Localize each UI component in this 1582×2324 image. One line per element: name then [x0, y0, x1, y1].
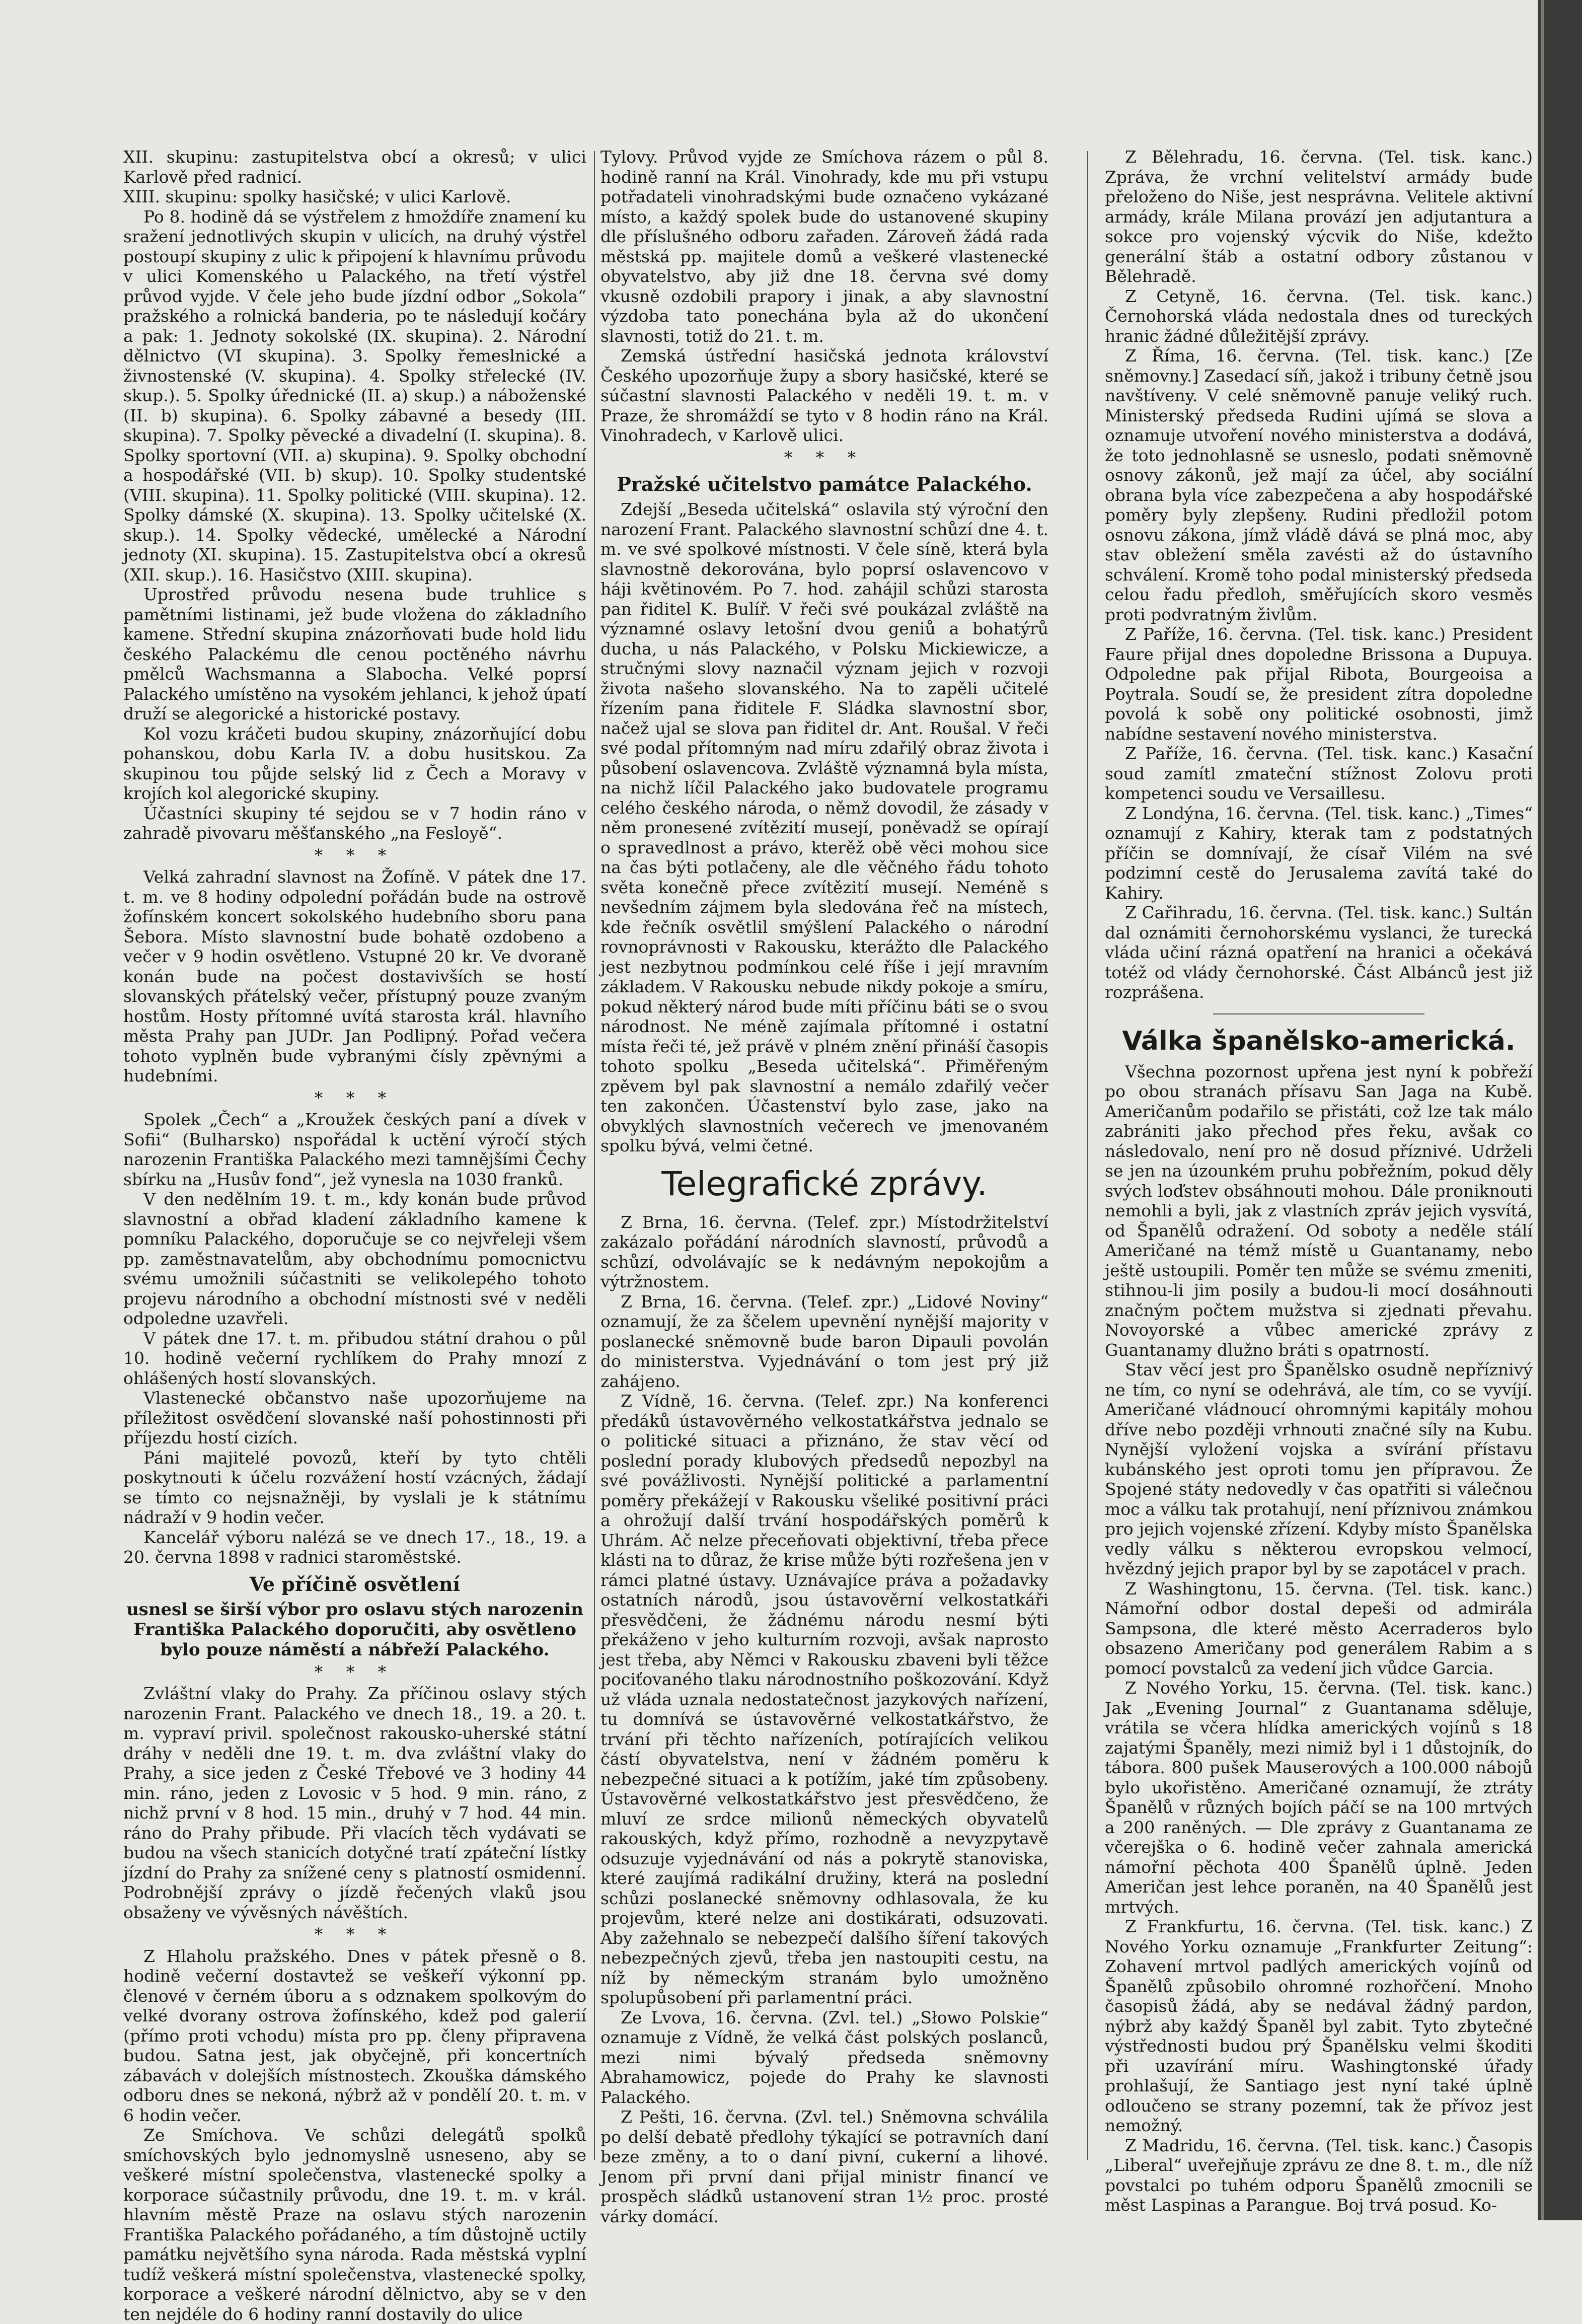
page-edge-stripe [1541, 0, 1544, 2220]
section-subheading: usnesl se širší výbor pro oslavu stých narozenin Františka Palackého doporučiti, aby osvětleno bylo pouze náměstí a nábřeží Palackého. [126, 1599, 584, 1660]
telegraph-news-heading: Telegrafické zprávy. [661, 1164, 988, 1203]
article-paragraph: Spolek „Čech“ a „Kroužek českých paní a dívek v Sofii“ (Bulharsko) nspořádal k uctění výročí stých narozenin Františka Palackého mezi tamnějšími Čechy sbírku na „Husův fond“, jež vynesla na 1030 franků. [123, 1110, 586, 1189]
article-paragraph: Vlastenecké občanstvo naše upozorňujeme na příležitost osvědčení slovanské naší pohostinnosti při příjezdu hostí cizích. [123, 1388, 586, 1447]
article-paragraph: Z Vídně, 16. června. (Telef. zpr.) Na konferenci předáků ústavověrného velkostatkářstva jednalo se o politické situaci a přiznáno, že stav věcí od poslední porady klubových předsedů nepozbyl na své povážlivosti. Nynější politické a parlamentní poměry překážejí v Rakousku všeliké positivní práci a ohrožují další trvání hospodářských poměrů k Uhrám. Ač nelze přeceňovati objektivní, třeba přece klásti na to důraz, že krise může býti rozřešena jen v rámci platné ústavy. Uznávajíce práva a požadavky ostatních národů, jsou ústavověrní velkostatkáři přesvědčeni, že žádnému národu nesmí býti překáženo v jeho kulturním rozvoji, avšak naprosto jest třeba, aby Němci v Rakousku zbaveni byli těžce pociťovaného tlaku národnostního poškozování. Když už vláda uznala nedostatečnost jazykových nařízení, tu domnívá se ústavověrné velkostatkářstvo, že trvání při těchto nařízeních, potírajících velikou částí obyvatelstva, není v žádném poměru k nebezpečné situaci a k potížím, jaké tím způsobeny. Ústavověrné velkostatkářstvo jest přesvědčeno, že mluví ze srdce milionů německých obyvatelů rakouských, když přímo, rozhodně a nevyzpytavě odsuzuje vyjednávání od nás a pokrytě stanoviska, které zaujímá radikální družiny, která na poslední schůzi poslanecké sněmovny odhlasovala, že ku projevům, které nelze ani dostikárati, odsuzovati. Aby zažehnalo se nebezpečí dalšího šíření takových nebezpečných zjevů, třeba jen nastoupiti cestu, na níž by německým stranám bylo umožněno spolupůsobení při parlamentní práci. [600, 1391, 1048, 2007]
article-paragraph: Tylovy. Průvod vyjde ze Smíchova rázem o půl 8. hodině ranní na Král. Vinohrady, kde mu při vstupu potřadateli vinohradskými bude označeno vykázané místo, a každý spolek bude do ustanovené skupiny dle příslušného odboru zařaden. Zároveň žádá rada městská pp. majitele domů a veškeré vlastenecké obyvatelstvo, aby již dne 18. června své domy vkusně ozdobili prapory i jinak, a aby slavnostní výzdoba tato ponechána byla až do ukončení slavnosti, totiž do 21. t. m. [600, 147, 1048, 346]
article-paragraph: Ze Lvova, 16. června. (Zvl. tel.) „Słowo Polskie“ oznamuje z Vídně, že velká část polských poslanců, mezi nimi bývalý předseda sněmovny Abrahamowicz, pojede do Prahy ke slavnosti Palackého. [600, 2007, 1048, 2107]
article-paragraph: Stav věcí jest pro Španělsko osudně nepříznivý ne tím, co nyní se odehrává, ale tím, co se vyvíjí. Američané vládnoucí ohromnými kapitály mohou dříve nebo později vrhnouti značné síly na Kubu. Nynější vyložení vojska a svírání přístavu kubánského jest oproti tomu jen přípravou. Že Spojené státy nedovedly v čas opatřiti si válečnou moc a válku tak protahují, není příznivou známkou pro jejich vojenské zřízení. Kdyby místo Španělska vedly válku s některou evropskou velmocí, hvězdný jejich prapor byl by se zapotácel v prach. [1105, 1360, 1533, 1578]
article-paragraph: V den nedělním 19. t. m., kdy konán bude průvod slavnostní a obřad kladení základního kamene k pomníku Palackého, doporučuje se co nejvřeleji všem pp. zaměstnavatelům, aby obchodnímu pomocnictvu svému umožnili súčastniti se velikolepého tohoto projevu národního a obchodní místnosti své v neděli odpoledne uzavřeli. [123, 1189, 586, 1328]
article-paragraph: Kancelář výboru nalézá se ve dnech 17., 18., 19. a 20. června 1898 v radnici staroměstské. [123, 1527, 586, 1567]
article-paragraph: Z Madridu, 16. června. (Tel. tisk. kanc.) Časopis „Liberal“ uveřejňuje zprávu ze dne 8. t. m., dle níž povstalci po tuhém odporu Španělů zmocnili se měst Laspinas a Parangue. Boj trvá posud. Ko- [1105, 2135, 1533, 2215]
article-paragraph: XII. skupinu: zastupitelstva obcí a okresů; v ulici Karlově před radnicí. [123, 147, 586, 187]
article-paragraph: Z Washingtonu, 15. června. (Tel. tisk. kanc.) Námořní odbor dostal depeši od admirála Sampsona, dle které město Acerraderos bylo obsazeno Američany pod generálem Rabim a s pomocí povstalců za vedení jich vůdce Garcia. [1105, 1578, 1533, 1678]
section-heading: Pražské učitelstvo památce Palackého. [617, 473, 1032, 495]
column-rule-2 [1087, 151, 1088, 2160]
article-paragraph: Ze Smíchova. Ve schůzi delegátů spolků smíchovských bylo jednomyslně usneseno, aby se veškeré místní společenstva, vlastenecké spolky a korporace súčastnily průvodu, dne 19. t. m. v král. hlavním městě Praze na oslavu stých narozenin Františka Palackého pořádaného, a tím důstojně uctily památku největšího syna národa. Rada městská vyplní tudíž veškerá místní společenstva, vlastenecké spolky, korporace a veškeré národní dělnictvo, aby se v den ten nejdéle do 6 hodiny ranní dostavily do ulice [123, 2125, 586, 2324]
article-paragraph: Z Hlaholu pražského. Dnes v pátek přesně o 8. hodině večerní dostavtež se veškeří výkonní pp. členové v černém úboru a s odznakem spolkovým do velké dvorany ostrova žofínského, kdež pod galerií (přímo proti vchodu) místa pro pp. členy připravena budou. Satna jest, jak obyčejně, při koncertních zábavách v dolejších místnostech. Zkouška dámského odboru dnes se nekoná, nýbrž až v pondělí 20. t. m. v 6 hodin večer. [123, 1946, 586, 2125]
article-paragraph: Velká zahradní slavnost na Žofíně. V pátek dne 17. t. m. ve 8 hodiny odpolední pořádán bude na ostrově žofínském koncert sokolského hudebního sboru pana Šebora. Místo slavnostní bude bohatě ozdobeno a večer v 9 hodin osvětleno. Vstupné 20 kr. Ve dvoraně konán bude na počest dostavivších se hostí slovanských přátelský večer, přístupný pouze zvaným hostům. Hosty přítomné uvítá starosta král. hlavního města Prahy pan JUDr. Jan Podlipný. Pořad večera tohoto vyplněn bude vybranými čísly zpěvnými a hudebními. [123, 867, 586, 1085]
article-paragraph: Všechna pozornost upřena jest nyní k pobřeží po obou stranách přísavu San Jaga na Kubě. Američanům podařilo se přistáti, což lze tak málo zabrániti jako přechod přes řeku, avšak co následovalo, není pro ně dosud příznivé. Udrželi se jen na úzounkém pruhu pobřežním, pokud děly svých loďstev obsáhnouti mohou. Dále proniknouti nemohli a byli, jak z vlastních zpráv jejich vysvítá, od Španělů odražení. Od soboty a neděle stálí Američané na témž místě u Guantanamy, nebo ještě ustoupili. Poměr ten může se svému zmeniti, stihnou-li jim posily a budou-li mocí dosáhnouti značným počtem mužstva si zjednati převahu. Novoyorské a vůbec americké zprávy z Guantanamy dlužno bráti s opatrností. [1105, 1061, 1533, 1360]
article-paragraph: Kol vozu kráčeti budou skupiny, znázorňující dobu pohanskou, dobu Karla IV. a dobu husitskou. Za skupinou tou půjde selský lid z Čech a Moravy v krojích kol alegorické skupiny. [123, 723, 586, 803]
page-edge-dark-border [1538, 0, 1582, 2220]
article-paragraph: Z Říma, 16. června. (Tel. tisk. kanc.) [Ze sněmovny.] Zasedací síň, jakož i tribuny četně jsou navštíveny. V celé sněmovně panuje veliký ruch. Ministerský předseda Rudini ujímá se slova a oznamuje utvoření nového ministerstva a dodává, že toto jednohlasně se usneslo, podati sněmovně osnovy zákonů, jež mají za účel, aby sociální obrana byla více zabezpečena a aby hospodářské poměry byly zlepšeny. Rudini předložil potom osnovu zákona, jímž vládě dává se plná moc, aby stav obležení směla zavésti až do ústavního schválení. Kromě toho podal ministerský předseda celou řadu předloh, směřujících skoro vesměs proti podvratným živlům. [1105, 346, 1533, 624]
article-paragraph: Z Nového Yorku, 15. června. (Tel. tisk. kanc.) Jak „Evening Journal“ z Guantanama sděluje, vrátila se včera hlídka amerických vojínů s 18 zajatými Španěly, mezi nimiž byl i 1 důstojník, do tábora. 800 pušek Mauserových a 100.000 nábojů bylo ukořistěno. Američané oznamují, že ztráty Španělů v různých bojích páčí se na 100 mrtvých a 200 raněných. — Dle zprávy z Guantanama ze včerejška o 6. hodině večer zahnala americká námořní pěchota 400 Španělů úplně. Jeden Američan jest lehce poraněn, na 40 Španělů jest mrtvých. [1105, 1678, 1533, 1917]
article-paragraph: Z Brna, 16. června. (Telef. zpr.) „Lidové Noviny“ oznamují, že za ščelem upevnění nynější majority v poslanecké sněmovně bude baron Dipauli povolán do ministerstva. Vyjednávání o tom jest prý již zahájeno. [600, 1291, 1048, 1391]
article-paragraph: Z Cařihradu, 16. června. (Tel. tisk. kanc.) Sultán dal oznámiti černohorskému vyslanci, že turecká vláda učiní rázná opatření na hranici a očekává totéž od vlády černohorské. Část Albánců jest již rozprášena. [1105, 903, 1533, 1002]
article-paragraph: V pátek dne 17. t. m. přibudou státní drahou o půl 10. hodině večerní rychlíkem do Prahy mnozí z ohlášených hostí slovanských. [123, 1328, 586, 1388]
column-2 [600, 147, 1048, 2226]
column-3 [1105, 147, 1533, 2215]
section-divider-stars: * * * [784, 447, 865, 467]
section-heading: Ve příčině osvětlení [249, 1572, 461, 1595]
article-paragraph: Zemská ústřední hasičská jednota království Českého upozorňuje župy a sbory hasičské, které se súčastní slavnosti Palackého v neděli 19. t. m. v Praze, že shromáždí se tyto v 8 hodin ráno na Král. Vinohradech, v Karlově ulici. [600, 346, 1048, 445]
column-rule-1 [594, 151, 595, 2160]
section-divider-stars: * * * [314, 1087, 396, 1108]
section-divider-stars: * * * [314, 1924, 396, 1944]
article-paragraph: Účastníci skupiny té sejdou se v 7 hodin ráno v zahradě pivovaru měšťanského „na Fesloyě“. [123, 803, 586, 843]
article-paragraph: XIII. skupinu: spolky hasičské; v ulici Karlově. [123, 187, 511, 206]
section-divider-stars: * * * [314, 845, 396, 865]
article-paragraph: Páni majitelé povozů, kteří by tyto chtěli poskytnouti k účelu rozvážení hostí vzácných, žádají se tímto co nejsnažněji, by vyslali je k státnímu nádraží v 9 hodin večer. [123, 1447, 586, 1527]
article-paragraph: Z Paříže, 16. června. (Tel. tisk. kanc.) President Faure přijal dnes dopoledne Brissona a Dupuya. Odpoledne pak přijal Ribota, Bourgeoisa a Poytrala. Soudí se, že president zítra dopoledne povolá k sobě ony politické osobnosti, jimž nabídne sestavení nového ministerstva. [1105, 624, 1533, 744]
column-1 [123, 147, 586, 2324]
article-paragraph: Z Paříže, 16. června. (Tel. tisk. kanc.) Kasační soud zamítl zmateční stížnost Zolovu proti kompetenci soudu ve Versaillesu. [1105, 744, 1533, 803]
article-paragraph: Z Cetyně, 16. června. (Tel. tisk. kanc.) Černohorská vláda nedostala dnes od tureckých hranic žádné důležitější zprávy. [1105, 286, 1533, 346]
article-paragraph: Z Pešti, 16. června. (Zvl. tel.) Sněmovna schválila po delší debatě předlohy týkající se potravních daní beze změny, a to o daní pivní, cukerní a lihové. Jenom při první dani přijal ministr financí ve prospěch sládků ustanovení stran 1½ proc. prosté várky domácí. [600, 2107, 1048, 2226]
article-paragraph: Zvláštní vlaky do Prahy. Za příčinou oslavy stých narozenin Frant. Palackého ve dnech 18., 19. a 20. t. m. vypraví privil. společnost rakousko-uherské státní dráhy v neděli dne 19. t. m. dva zvláštní vlaky do Prahy, a sice jeden z České Třebové ve 3 hodiny 44 min. ráno, jeden z Lovosic v 5 hod. 9 min. ráno, z nichž první v 8 hod. 15 min., druhý v 7 hod. 44 min. ráno do Prahy přibude. Při vlacích těch vydávati se budou na všech stanicích dotyčné tratí zpáteční lístky jízdní do Prahy za snížené ceny s platností osmidenní. Podrobnější zprávy o jízdě řečených vlaků jsou obsaženy ve vývěsných návěštích. [123, 1684, 586, 1922]
article-paragraph: Z Frankfurtu, 16. června. (Tel. tisk. kanc.) Z Nového Yorku oznamuje „Frankfurter Zeitung“: Zohavení mrtvol padlých amerických vojínů od Španělů způsobilo ohromné rozhořčení. Mnoho časopisů žádá, aby se nedával žádný pardon, nýbrž aby každý Španěl byl zabit. Tyto zbytečné výstřednosti budou prý Španělsku velmi škoditi při uzavírání míru. Washingtonské úřady prohlašují, že Santiago jest nyní také úplně odloučeno se strany pozemní, tak že přívoz jest nemožný. [1105, 1917, 1533, 2135]
section-divider-rule [1213, 1013, 1424, 1014]
article-paragraph: Zdejší „Beseda učitelská“ oslavila stý výroční den narození Frant. Palackého slavnostní schůzí dne 4. t. m. ve své spolkové místnosti. V čele síně, která byla slavnostně dekorována, bylo poprsí oslavencovo v háji květinovém. Po 7. hod. zahájil schůzi starosta pan řiditel K. Bulíř. V řeči své poukázal zvláště na významné oslavy letošní dvou geniů a bohatýrů ducha, u nás Palackého, v Polsku Mickiewicze, a stručnými slovy naznačil význam jejich v rozvoji života našeho slovanského. Na to zapěli učitelé řízením pana řiditele F. Sládka slavnostní sbor, načež ujal se slova pan řiditel dr. Ant. Roušal. V řeči své podal přítomným nad míru zdařilý obraz života i působení oslavencova. Zvláště významná byla místa, na nichž líčil Palackého jako budovatele programu celého českého národa, o němž dovodil, že zásady v něm pronesené zvítězití musejí, poněvadž se opírají o spravedlnost a právo, kterěž obě věci mohou sice na čas býti potlačeny, ale dle věčného řádu tohoto světa konečně přece zvítězití musejí. Neméně s nevšedním zájmem byla sledována řeč na místech, kde řečník osvětlil smýšlení Palackého o národní rovnoprávnosti v Rakousku, kterážto dle Palackého jest nezbytnou podmínkou celé říše i její mravním základem. V Rakousku nebude nikdy pokoje a smíru, pokud některý národ bude míti příčinu báti se o svou národnost. Ne méně zajímala přítomné i ostatní místa řeči té, jež právě v plném znění přináší časopis tohoto spolku „Beseda učitelská“. Přiměřeným zpěvem byl pak slavnostní a nemálo zdařilý večer ten zakončen. Účastenství bylo zase, jako na obvyklých slavnostních večerech ve jmenovaném spolku bývá, velmi četné. [600, 499, 1048, 1155]
section-divider-stars: * * * [314, 1661, 396, 1682]
article-paragraph: Z Bělehradu, 16. června. (Tel. tisk. kanc.) Zpráva, že vrchní velitelství armády bude přeloženo do Niše, jest nesprávna. Velitele aktivní armády, krále Milana provází jen adjutantura a sokce pro vojenský výcvik do Niše, kdežto generální štáb a ostatní odbory zůstanou v Bělehradě. [1105, 147, 1533, 286]
war-section-heading: Válka španělsko-americká. [1122, 1026, 1516, 1056]
article-paragraph: Z Londýna, 16. června. (Tel. tisk. kanc.) „Times“ oznamují z Kahiry, kterak tam z podstatných příčin se domnívají, že císař Vilém na své podzimní cestě do Jerusalema zavítá také do Kahiry. [1105, 803, 1533, 903]
article-paragraph: Z Brna, 16. června. (Telef. zpr.) Místodržitelství zakázalo pořádání národních slavností, průvodů a schůzí, odvolávajíc se k nedávným nepokojům a výtržnostem. [600, 1212, 1048, 1291]
article-paragraph: Uprostřed průvodu nesena bude truhlice s pamětními listinami, jež bude vložena do základního kamene. Střední skupina znázorňovati bude hold lidu českého Palackému dle cenou poctěného návrhu pmělců Wachsmanna a Slabocha. Velké poprsí Palackého umístěno na vysokém jehlanci, k jehož úpatí druží se alegorické a historické postavy. [123, 585, 586, 723]
article-paragraph: Po 8. hodině dá se výstřelem z hmoždíře znamení ku sražení jednotlivých skupin v ulicích, na druhý výstřel postoupí skupiny z ulic k připojení k hlavnímu průvodu v ulici Komenského u Palackého, na třetí výstřel průvod vyjde. V čele jeho bude jízdní odbor „Sokola“ pražského a rolnická banderia, po te následují kočáry a pak: 1. Jednoty sokolské (IX. skupina). 2. Národní dělnictvo (VI skupina). 3. Spolky řemeslnické a živnostenské (V. skupina). 4. Spolky střelecké (IV. skup.). 5. Spolky úřednické (II. a) skup.) a náboženské (II. b) skupina). 6. Spolky zábavné a besedy (III. skupina). 7. Spolky pěvecké a divadelní (I. skupina). 8. Spolky sportovní (VII. a) skupina). 9. Spolky obchodní a hospodářské (VII. b) skup). 10. Spolky studentské (VIII. skupina). 11. Spolky politické (VIII. skupina). 12. Spolky dámské (X. skupina). 13. Spolky učitelské (X. skup.). 14. Spolky vědecké, umělecké a Národní jednoty (XI. skupina). 15. Zastupitelstva obcí a okresů (XII. skup.). 16. Hasičstvo (XIII. skupina). [123, 206, 586, 585]
